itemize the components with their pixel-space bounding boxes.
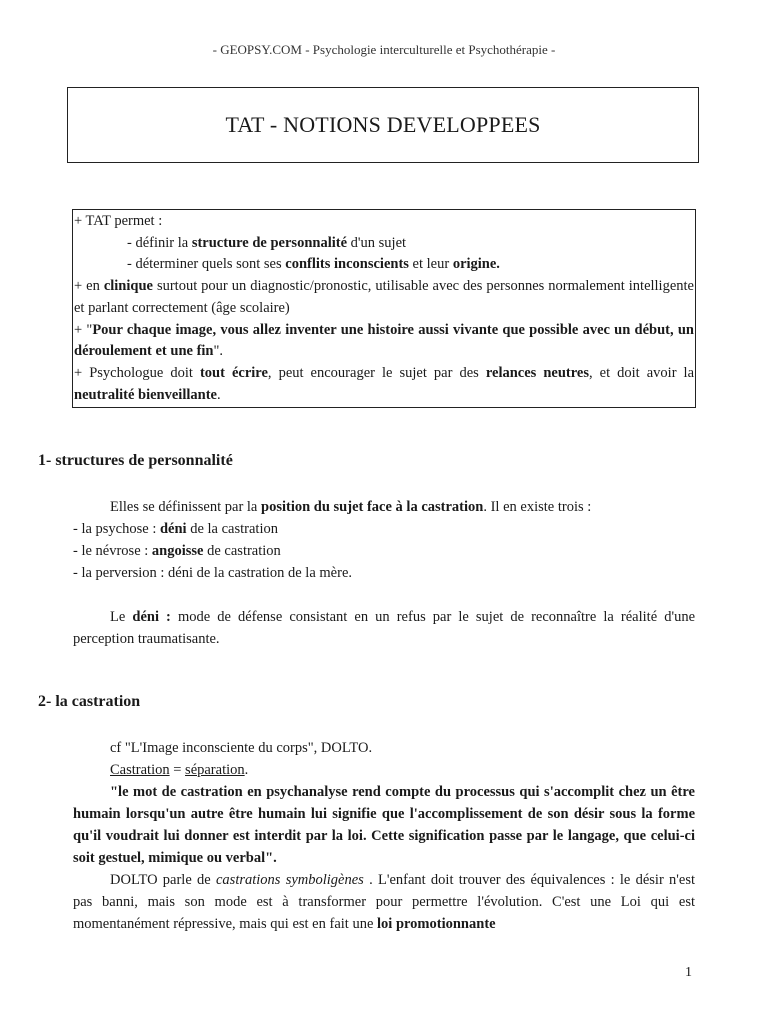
summary-line-psychologist: + Psychologue doit tout écrire, peut encourager le sujet par des relances neutres, et doit avoir la neutralité bienveillante. <box>74 364 695 403</box>
summary-line-instruction: + "Pour chaque image, vous allez inventer une histoire aussi vivante que possible avec un début, un déroulement et une fin". <box>74 321 694 360</box>
section2-body <box>73 737 695 935</box>
section2-title: 2- la castration <box>38 693 141 710</box>
dolto-reference: cf "L'Image inconsciente du corps", DOLTO. <box>110 740 373 756</box>
deni-definition: Le déni : mode de défense consistant en un refus par le sujet de reconnaître la réalité d'une perception traumatisante. <box>73 609 696 647</box>
summary-line-clinic: + en clinique surtout pour un diagnostic/pronostic, utilisable avec des personnes normalement intelligente et parlant correctement (âge scolaire) <box>74 278 694 316</box>
dolto-paragraph: DOLTO parle de castrations symboligènes . L'enfant doit trouver des équivalences : le désir n'est pas banni, mais son mode est à transformer pour permettre l'évolution. C'est une Loi qui est momentanément répressive, mais qui est en fait une loi promotionnante <box>73 872 696 932</box>
section1-body <box>73 496 695 650</box>
summary-line-conflicts: - déterminer quels sont ses conflits inconscients et leur origine. <box>127 256 500 273</box>
summary-line-intro: + TAT permet : <box>74 213 163 229</box>
list-item-psychose: - la psychose : déni de la castration <box>73 521 278 537</box>
castration-quote: "le mot de castration en psychanalyse rend compte du processus qui s'accomplit chez un être humain lorsqu'un autre être humain lui signifie que l'accomplissement de son désir sous la forme qu'il voudrait lui donner est interdit par la loi. Cette signification passe par le langage, que celui-ci soit gestuel, mimique ou verbal". <box>73 784 695 866</box>
section1-title: 1- structures de personnalité <box>38 452 233 469</box>
castration-definition: Castration = séparation. <box>110 762 249 778</box>
title-box <box>67 87 699 163</box>
document-title: TAT - NOTIONS DEVELOPPEES <box>225 112 541 137</box>
page-number: 1 <box>685 965 692 980</box>
list-item-nevrose: - le névrose : angoisse de castration <box>73 543 281 559</box>
summary-box <box>72 209 696 408</box>
page-header: - GEOPSY.COM - Psychologie interculturelle et Psychothérapie - <box>212 42 556 57</box>
list-item-perversion: - la perversion : déni de la castration de la mère. <box>73 565 353 581</box>
section1-intro: Elles se définissent par la position du sujet face à la castration. Il en existe trois : <box>110 499 592 515</box>
summary-line-structure: - définir la structure de personnalité d'un sujet <box>127 234 407 251</box>
